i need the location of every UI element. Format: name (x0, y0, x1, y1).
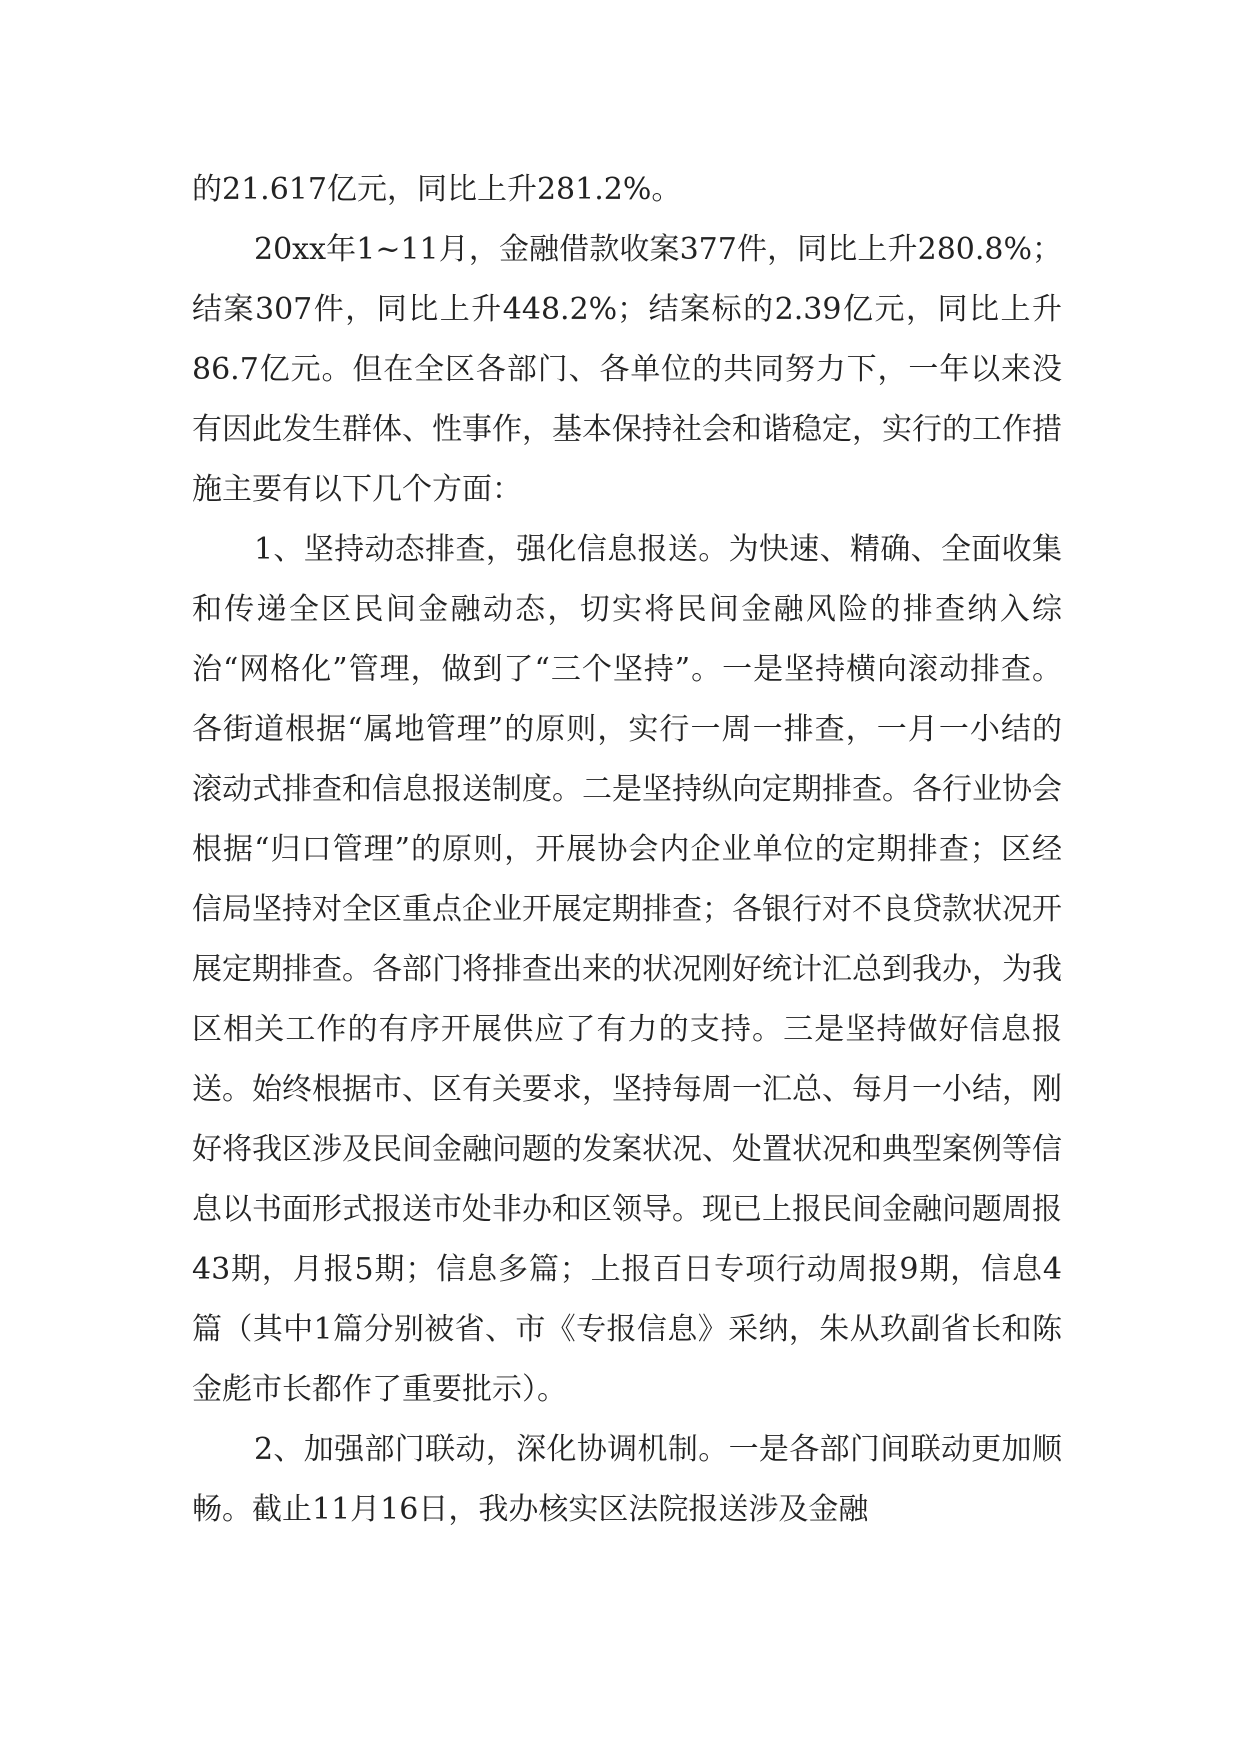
paragraph-continuation: 的21.617亿元，同比上升281.2%。 (192, 172, 682, 207)
paragraph-case-statistics: 20xx年1~11月，金融借款收案377件，同比上升280.8%；结案307件，同比上升448.2%；结案标的2.39亿元，同比上升86.7亿元。但在全区各部门、各单位的共同努力下，一年以来没有因此发生群体、性事作，基本保持社会和谐稳定，实行的工作措施主要有以下几个方面： (192, 232, 1062, 507)
paragraph-measure-2: 2、加强部门联动，深化协调机制。一是各部门间联动更加顺畅。截止11月16日，我办核实区法院报送涉及金融 (192, 1432, 1062, 1527)
paragraph-measure-1: 1、坚持动态排查，强化信息报送。为快速、精确、全面收集和传递全区民间金融动态，切实将民间金融风险的排查纳入综治“网格化”管理，做到了“三个坚持”。一是坚持横向滚动排查。各街道根据“属地管理”的原则，实行一周一排查，一月一小结的滚动式排查和信息报送制度。二是坚持纵向定期排查。各行业协会根据“归口管理”的原则，开展协会内企业单位的定期排查；区经信局坚持对全区重点企业开展定期排查；各银行对不良贷款状况开展定期排查。各部门将排查出来的状况刚好统计汇总到我办，为我区相关工作的有序开展供应了有力的支持。三是坚持做好信息报送。始终根据市、区有关要求，坚持每周一汇总、每月一小结，刚好将我区涉及民间金融问题的发案状况、处置状况和典型案例等信息以书面形式报送市处非办和区领导。现已上报民间金融问题周报43期，月报5期；信息多篇；上报百日专项行动周报9期，信息4篇（其中1篇分别被省、市《专报信息》采纳，朱从玖副省长和陈金彪市长都作了重要批示）。 (192, 532, 1062, 1407)
document-body (192, 160, 1062, 1540)
